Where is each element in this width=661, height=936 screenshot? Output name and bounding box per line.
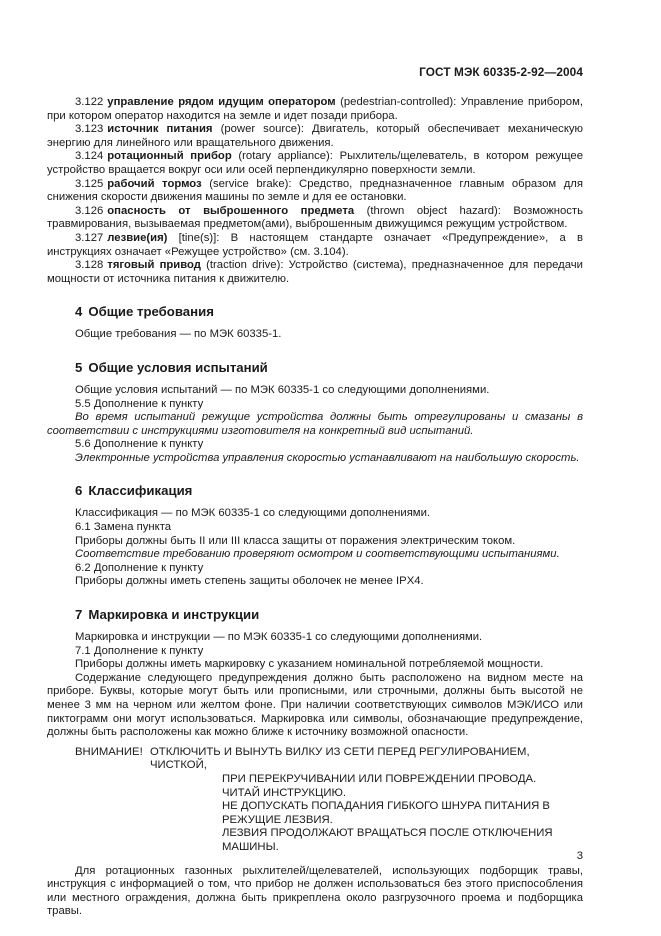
definition-3-122: 3.122 управление рядом идущим оператором (pedestrian-controlled): Управление прибором, при котором оператор находится на земле и идет позади прибора. <box>47 96 583 122</box>
clause-7-1-text-c: Для ротационных газонных рыхлителей/щелевателей, использующих подборщик травы, инструкция с информацией о том, что прибор не должен использоваться без этого приспособления или местного ограждения, должна быть прикреплена около разгрузочного проема и подборщика травы. <box>47 864 583 918</box>
clause-5-6-text: Электронные устройства управления скоростью устанавливают на наибольшую скорость. <box>75 451 580 464</box>
definition-term: ротационный прибор <box>107 150 232 163</box>
definition-3-128: 3.128 тяговый привод (traction drive): Устройство (система), предназначенное для передачи мощности от источника питания к движителю. <box>47 259 583 285</box>
section-7-intro: Маркировка и инструкции — по МЭК 60335-1 со следующими дополнениями. <box>75 631 483 644</box>
clause-5-6-caption: 5.6 Дополнение к пункту <box>75 438 204 451</box>
page-number: 3 <box>576 850 583 862</box>
section-4-heading: 4 Общие требования <box>75 304 214 320</box>
definition-3-125: 3.125 рабочий тормоз (service brake): Средство, предназначенное главным образом для снижения скорости движения машины по земле и для ее остановки. <box>47 177 583 204</box>
clause-6-2-caption: 6.2 Дополнение к пункту <box>75 561 204 574</box>
definition-term: лезвие(ия) <box>107 231 168 244</box>
definition-term: управление рядом идущим оператором <box>107 96 336 108</box>
section-7-heading: 7 Маркировка и инструкции <box>75 607 260 623</box>
definition-3-127: 3.127 лезвие(ия) [tine(s)]: В настоящем стандарте означает «Предупреждение», а в инструкциях означает «Режущее устройство» (см. 3.104). <box>47 231 583 258</box>
clause-5-5-text: Во время испытаний режущие устройства должны быть отрегулированы и смазаны в соответствии с инструкциями изготовителя на конкретный вид испытаний. <box>47 411 583 437</box>
standard-header: ГОСТ МЭК 60335-2-92—2004 <box>419 65 583 79</box>
definition-term: опасность от выброшенного предмета <box>107 204 355 217</box>
section-5-intro: Общие условия испытаний — по МЭК 60335-1 со следующими дополнениями. <box>75 383 490 396</box>
clause-6-2-text: Приборы должны иметь степень защиты оболочек не менее IPX4. <box>75 575 424 588</box>
clause-5-5-caption: 5.5 Дополнение к пункту <box>75 397 204 410</box>
warning-block <box>47 746 583 855</box>
definition-3-126: 3.126 опасность от выброшенного предмета (thrown object hazard): Возможность травмирования, вызываемая предметом(ами), выброшенным движущимся режущим устройством. <box>47 204 583 231</box>
clause-6-1-text: Приборы должны быть II или III класса защиты от поражения электрическим током. <box>75 534 516 547</box>
definition-term: рабочий тормоз <box>107 177 202 190</box>
clause-7-1-caption: 7.1 Дополнение к пункту <box>75 644 204 657</box>
clause-7-1-text-a: Приборы должны иметь маркировку с указанием номинальной потребляемой мощности. <box>75 658 544 671</box>
section-6-intro: Классификация — по МЭК 60335-1 со следующими дополнениями. <box>75 507 431 520</box>
warning-text: ОТКЛЮЧИТЬ И ВЫНУТЬ ВИЛКУ ИЗ СЕТИ ПЕРЕД РЕГУЛИРОВАНИЕМ, ЧИСТКОЙ, ПРИ ПЕРЕКРУЧИВАНИИ ИЛИ ПОВРЕЖДЕНИИ ПРОВОДА. ЧИТАЙ ИНСТРУКЦИЮ. НЕ ДОПУСКАТЬ ПОПАДАНИЯ ГИБКОГО ШНУРА ПИТАНИЯ В РЕЖУЩИЕ ЛЕЗВИЯ. ЛЕЗВИЯ ПРОДОЛЖАЮТ ВРАЩАТЬСЯ ПОСЛЕ ОТКЛЮЧЕНИЯ МАШИНЫ. <box>150 745 553 853</box>
section-6-heading: 6 Классификация <box>75 483 193 499</box>
section-5-heading: 5 Общие условия испытаний <box>75 359 268 375</box>
warning-label: ВНИМАНИЕ! <box>75 745 143 758</box>
definition-3-124: 3.124 ротационный прибор (rotary appliance): Рыхлитель/щелеватель, в котором режущее устройство вращается вокруг оси или осей перпендикулярно поверхности земли. <box>47 150 584 176</box>
section-4-text: Общие требования — по МЭК 60335-1. <box>75 328 282 341</box>
clause-7-1-text-b: Содержание следующего предупреждения должно быть расположено на видном месте на приборе. Буквы, которые могут быть или прописными, или строчными, должны быть высотой не менее 3 мм на черном или желтом фоне. При наличии соответствующих символов МЭК/ИСО или пиктограмм они могут использоваться. Маркировка или символы, обозначающие предупреждение, должны быть расположены как можно ближе к источнику возможной опасности. <box>47 671 583 739</box>
definition-term: тяговый привод <box>107 259 201 272</box>
clause-6-1-caption: 6.1 Замена пункта <box>75 521 172 534</box>
definition-term: источник питания <box>107 123 213 136</box>
definition-3-123: 3.123 источник питания (power source): Двигатель, который обеспечивает механическую энергию для линейного или вращательного движения. <box>47 123 584 149</box>
page-content <box>47 96 583 919</box>
clause-6-1-compliance: Соответствие требованию проверяют осмотром и соответствующими испытаниями. <box>75 548 560 561</box>
